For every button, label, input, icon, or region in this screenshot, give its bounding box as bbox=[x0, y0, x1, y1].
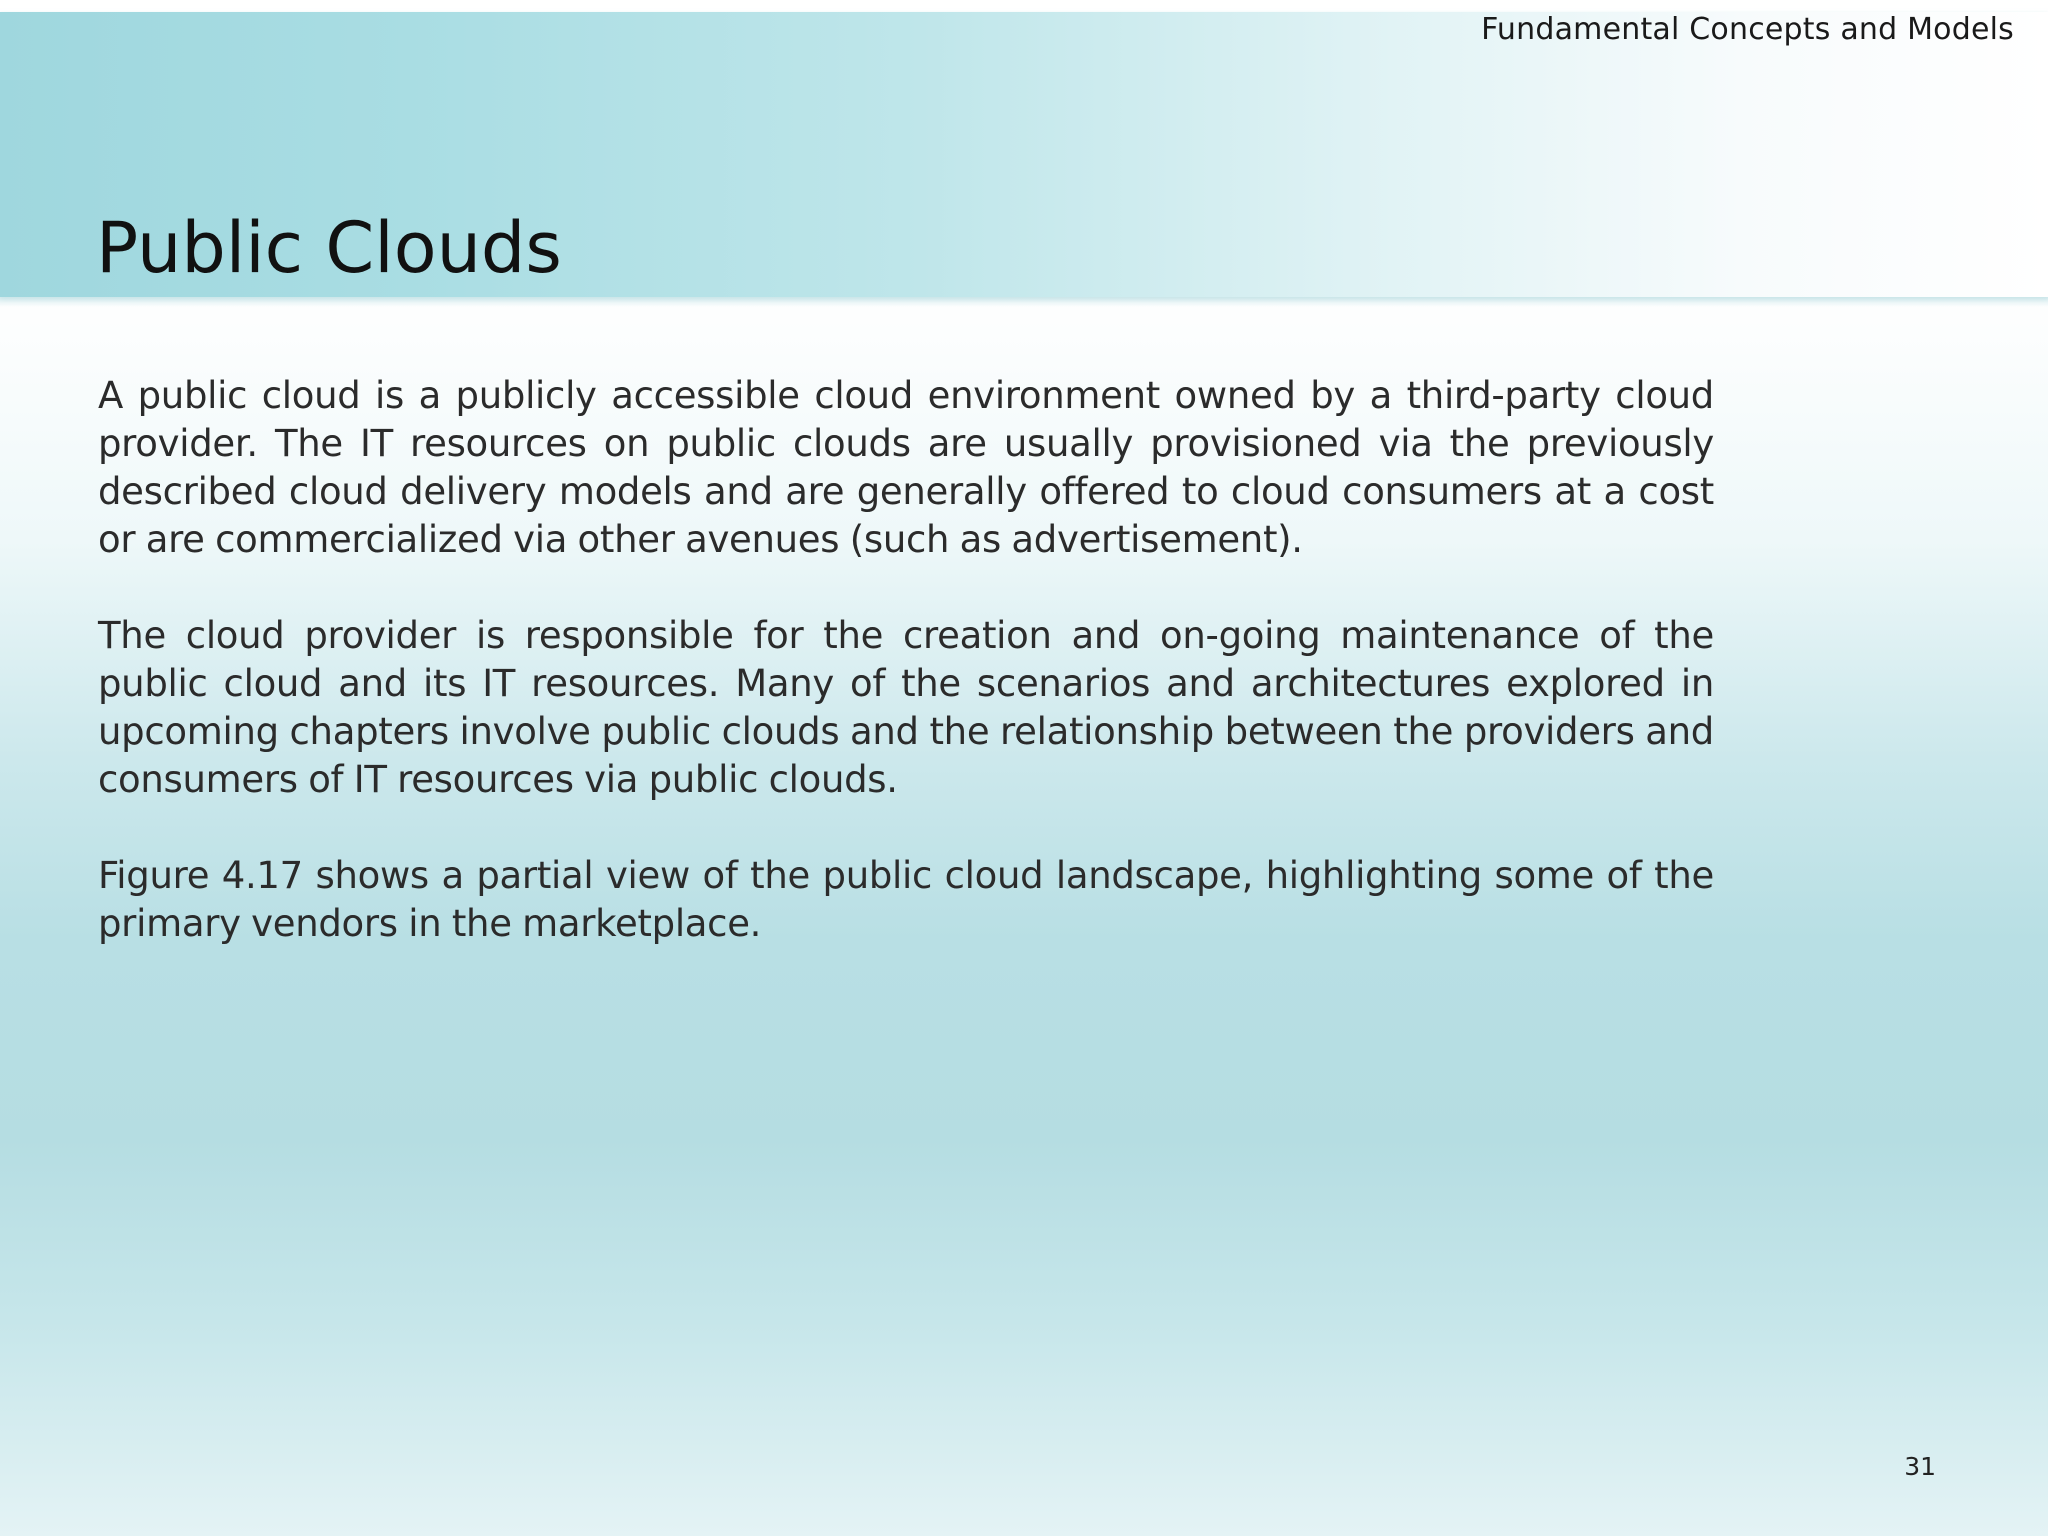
paragraph-figure-reference: Figure 4.17 shows a partial view of the public cloud landscape, highlighting some of the primary vendors in the marketplace. bbox=[98, 854, 1714, 945]
slide-title: Public Clouds bbox=[96, 207, 562, 289]
paragraph-provider-responsibility: The cloud provider is responsible for the creation and on-going maintenance of the public cloud and its IT resources. Many of the scenarios and architectures explored in upcoming chapters involve public clouds and the relationship between the providers and consumers of IT resources via public clouds. bbox=[98, 614, 1714, 801]
page-number: 31 bbox=[1904, 1452, 1936, 1481]
section-label: Fundamental Concepts and Models bbox=[1481, 12, 2014, 47]
paragraph-definition: A public cloud is a publicly accessible cloud environment owned by a third-party cloud provider. The IT resources on public clouds are usually provisioned via the previously described cloud delivery models and are generally offered to cloud consumers at a cost or are commercialized via other avenues (such as advertisement). bbox=[98, 374, 1714, 561]
slide-body bbox=[98, 372, 1714, 996]
